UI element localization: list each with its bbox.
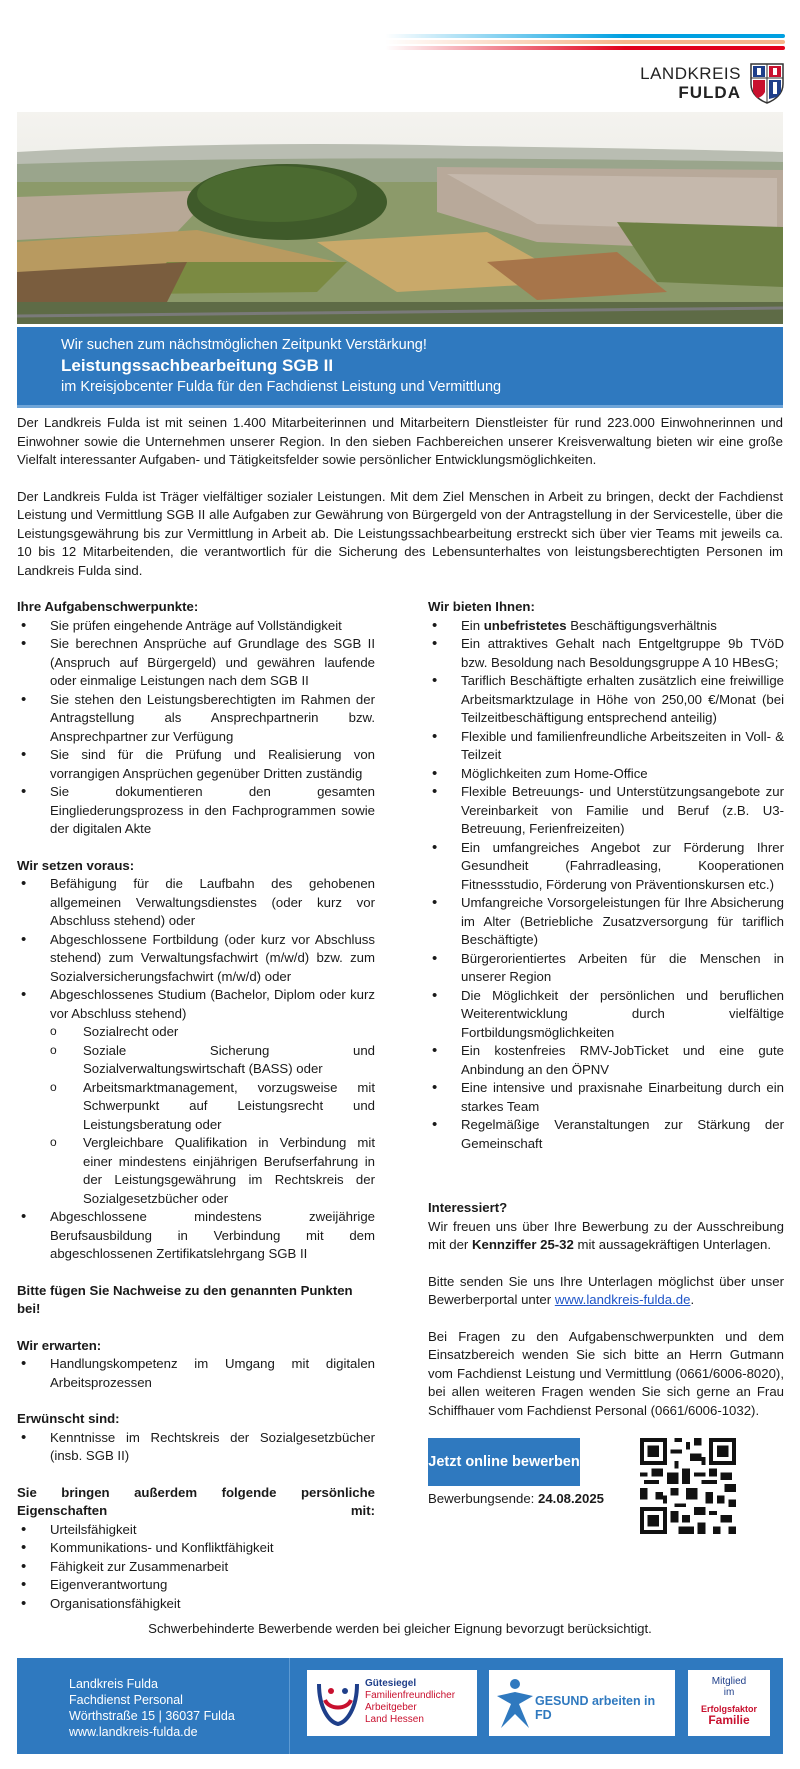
- reference-number: Kennziffer 25-32: [471, 1237, 574, 1252]
- footer-website[interactable]: www.landkreis-fulda.de: [69, 1725, 198, 1739]
- list-item: • Kenntnisse im Rechtskreis der Sozialgesetzbücher (insb. SGB II): [17, 1429, 375, 1466]
- list-item: • Abgeschlossene Fortbildung (oder kurz vor Abschluss stehend) zum Verwaltungsfachwirt (m/w/d) bzw. zum Sozialversicherungsfachwirt (m/w/d) oder: [17, 931, 375, 987]
- intro-paragraph: Der Landkreis Fulda ist mit seinen 1.400 Mitarbeiterinnen und Mitarbeitern Dienstleister für rund 223.000 Einwohnerinnen und Einwohner sowie die Unternehmen unserer Region. In den sieben Fachbereichen unserer Kreisverwaltung bieten wir eine große Vielfalt interessanter Aufgaben- und Tätigkeitsfelder sowie persönlicher Entwicklungsmöglichkeiten.: [17, 415, 783, 467]
- job-banner: [17, 327, 783, 408]
- list-item: • Sie dokumentieren den gesamten Eingliederungsprozess in den Fachprogrammen sowie der digitalen Akte: [17, 783, 375, 839]
- expect-heading: Wir erwarten:: [17, 1337, 102, 1353]
- logo-line1: LANDKREIS: [640, 64, 741, 83]
- star-figure-icon: [495, 1676, 535, 1730]
- disability-note: Schwerbehinderte Bewerbende werden bei gleicher Eignung bevorzugt berücksichtigt.: [148, 1621, 652, 1636]
- list-item: • Eigenverantwortung: [17, 1576, 375, 1595]
- desired-heading: Erwünscht sind:: [17, 1411, 120, 1426]
- list-item: • Bürgerorientiertes Arbeiten für die Menschen in unserer Region: [428, 950, 784, 987]
- coat-of-arms-icon: [749, 62, 785, 104]
- seal-title: Gütesiegel: [365, 1678, 417, 1689]
- list-item: • Ein unbefristetes Beschäftigungsverhältnis: [428, 617, 784, 636]
- address-line: Wörthstraße 15 | 36037 Fulda: [69, 1709, 235, 1723]
- requirements-list: [17, 875, 375, 1264]
- list-item: • Fähigkeit zur Zusammenarbeit: [17, 1558, 375, 1577]
- badge-line: Mitglied: [711, 1676, 747, 1687]
- qr-code-icon[interactable]: [640, 1438, 736, 1534]
- right-column: [428, 598, 784, 1509]
- intro-paragraph: Der Landkreis Fulda ist Träger vielfältiger sozialer Leistungen. Mit dem Ziel Menschen in Arbeit zu bringen, deckt der Fachdienst Leistung und Vermittlung SGB II alle Aufgaben zur Gewährung von Bürgergeld von der Antragstellung in der Servicestelle, über die Leistungsgewährung bis zur Vermittlung in Arbeit ab. Die Leistungssachbearbeitung erstreckt sich über vier Teams mit jeweils ca. 10 bis 12 Mitarbeitenden, die verantwortlich für die Sicherung des Lebensunterhaltes von leistungsberechtigten Personen im Landkreis Fulda sind.: [17, 488, 783, 578]
- footer-divider: [289, 1658, 290, 1754]
- requirements-heading: Wir setzen voraus:: [17, 857, 135, 873]
- list-item: • Eine intensive und praxisnahe Einarbeitung durch ein starkes Team: [428, 1079, 784, 1116]
- tasks-list: [17, 617, 375, 839]
- list-item: • Sie sind für die Prüfung und Realisierung von vorrangigen Ansprüchen gegenüber Dritten zuständig: [17, 746, 375, 783]
- desired-list: [17, 1429, 375, 1466]
- badge-line: Erfolgsfaktor: [700, 1704, 757, 1714]
- list-item: • Handlungskompetenz im Umgang mit digitalen Arbeitsprozessen: [17, 1355, 375, 1392]
- banner-intro: Wir suchen zum nächstmöglichen Zeitpunkt Verstärkung!: [61, 337, 427, 353]
- interest-text: Wir freuen uns über Ihre Bewerbung zu der Ausschreibung mit der Kennziffer 25-32 mit aussagekräftigen Unterlagen.: [428, 1218, 784, 1252]
- list-item: • Sie prüfen eingehende Anträge auf Vollständigkeit: [17, 617, 375, 636]
- deadline-date: 24.08.2025: [537, 1491, 604, 1506]
- emphasis: unbefristetes: [483, 617, 567, 633]
- family-friendly-seal: [307, 1670, 477, 1736]
- list-item: • Abgeschlossene mindestens zweijährige Berufsausbildung in Verbindung mit dem abgeschlossenen Zertifikatslehrgang SGB II: [17, 1208, 375, 1264]
- list-item: [17, 986, 375, 1208]
- sublist-item: o Arbeitsmarktmanagement, vorzugsweise mit Schwerpunkt auf Leistungsrecht und Leistungsberatung oder: [50, 1079, 375, 1135]
- apply-row: [428, 1438, 784, 1534]
- offer-list: [428, 617, 784, 1154]
- gesund-arbeiten-badge: [489, 1670, 675, 1736]
- expect-list: [17, 1355, 375, 1392]
- badge-line: im: [723, 1687, 735, 1698]
- landscape-photo: [17, 112, 783, 324]
- traits-heading: Sie bringen außerdem folgende persönliche Eigenschaften mit:: [17, 1484, 375, 1518]
- list-item-text: Abgeschlossenes Studium (Bachelor, Diplom oder kurz vor Abschluss stehend): [50, 987, 375, 1021]
- interest-heading: Interessiert?: [428, 1200, 508, 1215]
- address-line: Landkreis Fulda: [69, 1677, 158, 1691]
- list-item: • Die Möglichkeit der persönlichen und beruflichen Weiterentwicklung durch vielfältige Fortbildungsmöglichkeiten: [428, 987, 784, 1043]
- offer-heading: Wir bieten Ihnen:: [428, 599, 535, 614]
- sublist-item: o Soziale Sicherung und Sozialverwaltungswirtschaft (BASS) oder: [50, 1042, 375, 1079]
- list-item: • Sie stehen den Leistungsberechtigten im Rahmen der Antragstellung als Ansprechpartnerin bzw. Ansprechpartner zur Verfügung: [17, 691, 375, 747]
- job-department: im Kreisjobcenter Fulda für den Fachdienst Leistung und Vermittlung: [61, 379, 502, 395]
- seal-line: Familienfreundlicher: [365, 1690, 456, 1701]
- list-item: • Regelmäßige Veranstaltungen zur Stärkung der Gemeinschaft: [428, 1116, 784, 1153]
- list-item: • Sie berechnen Ansprüche auf Grundlage des SGB II (Anspruch auf Bürgergeld) und gewähren laufende oder einmalige Leistungen nach dem SGB II: [17, 635, 375, 691]
- logo-line2: FULDA: [678, 83, 741, 102]
- sublist-item: o Sozialrecht oder: [50, 1023, 375, 1042]
- gesund-arbeiten-text: GESUND arbeiten in FD: [535, 1694, 656, 1722]
- contact-text: Bei Fragen zu den Aufgabenschwerpunkten und dem Einsatzbereich wenden Sie sich bitte an Herrn Gutmann vom Fachdienst Leistung und Vermittlung (0661/6006-8020), bei allen weiteren Fragen wenden Sie sich gerne an Frau Schiffhauer vom Fachdienst Personal (0661/6006-1032).: [428, 1328, 784, 1418]
- seal-line: Land Hessen: [365, 1714, 424, 1725]
- list-item: • Tariflich Beschäftigte erhalten zusätzlich eine freiwillige Arbeitsmarktzulage in Höhe von 250,00 €/Monat (bei Teilzeitbeschäftigung entsprechend anteilig): [428, 672, 784, 728]
- list-item: • Kommunikations- und Konfliktfähigkeit: [17, 1539, 375, 1558]
- list-item: • Flexible Betreuungs- und Unterstützungsangebote zur Vereinbarkeit von Familie und Beruf (z.B. U3-Betreuung, Ferienfreizeiten): [428, 783, 784, 839]
- footer-address: [69, 1676, 235, 1740]
- list-item: • Möglichkeiten zum Home-Office: [428, 765, 784, 784]
- badge-line: Familie: [708, 1713, 750, 1727]
- list-item: • Organisationsfähigkeit: [17, 1595, 375, 1614]
- intro-text: [17, 414, 783, 598]
- address-line: Fachdienst Personal: [69, 1693, 183, 1707]
- portal-link[interactable]: www.landkreis-fulda.de: [554, 1292, 691, 1307]
- study-sublist: [50, 1023, 375, 1208]
- application-deadline: Bewerbungsende: 24.08.2025: [428, 1491, 604, 1506]
- list-item: • Ein attraktives Gehalt nach Entgeltgruppe 9b TVöD bzw. Besoldung nach Besoldungsgruppe A 10 HBesG;: [428, 635, 784, 672]
- list-item: • Umfangreiche Vorsorgeleistungen für Ihre Absicherung im Alter (Betriebliche Zusatzversorgung für tariflich Beschäftigte): [428, 894, 784, 950]
- seal-line: Arbeitgeber: [365, 1702, 417, 1713]
- decorative-stripes: [385, 34, 785, 56]
- list-item: • Befähigung für die Laufbahn des gehobenen allgemeinen Verwaltungsdienstes (oder kurz vor Abschluss stehend) oder: [17, 875, 375, 931]
- job-title: Leistungssachbearbeitung SGB II: [61, 356, 334, 375]
- portal-text: Bitte senden Sie uns Ihre Unterlagen möglichst über unser Bewerberportal unter www.landkreis-fulda.de.: [428, 1273, 784, 1307]
- landkreis-fulda-logo: [640, 62, 785, 104]
- apply-online-button[interactable]: Jetzt online bewerben: [428, 1438, 580, 1486]
- left-column: [17, 598, 375, 1631]
- sublist-item: o Vergleichbare Qualifikation in Verbindung mit einer mindestens einjährigen Berufserfahrung in der Leistungsgewährung im Rechtskreis der Sozialgesetzbücher oder: [50, 1134, 375, 1208]
- family-seal-icon: [315, 1678, 361, 1728]
- footer: [17, 1658, 783, 1754]
- list-item: • Flexible und familienfreundliche Arbeitszeiten in Voll- & Teilzeit: [428, 728, 784, 765]
- list-item: • Ein kostenfreies RMV-JobTicket und eine gute Anbindung an den ÖPNV: [428, 1042, 784, 1079]
- erfolgsfaktor-familie-badge: [688, 1670, 770, 1736]
- proof-note: Bitte fügen Sie Nachweise zu den genannten Punkten bei!: [17, 1282, 353, 1316]
- traits-list: [17, 1521, 375, 1614]
- list-item: • Urteilsfähigkeit: [17, 1521, 375, 1540]
- tasks-heading: Ihre Aufgabenschwerpunkte:: [17, 599, 199, 614]
- list-item: • Ein umfangreiches Angebot zur Förderung Ihrer Gesundheit (Fahrradleasing, Kooperationen Fitnessstudio, Förderung von Präventionskursen etc.): [428, 839, 784, 895]
